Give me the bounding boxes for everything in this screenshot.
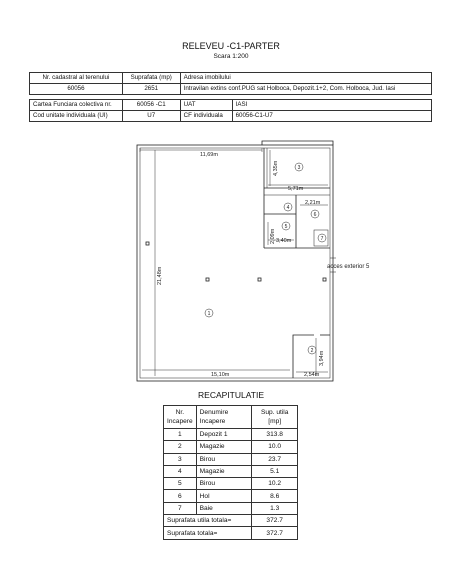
row-name: Baie (196, 502, 252, 514)
address-value: Intravilan extins conf.PUG sat Holboca, Depozit.1+2, Com. Holboca, Jud. Iasi (180, 84, 431, 95)
row-area: 23.7 (252, 453, 298, 465)
column (146, 242, 149, 245)
name-header: Denumire Incapere (196, 406, 252, 429)
land-book-value: 60056 -C1 (122, 100, 180, 111)
uat-label: UAT (180, 100, 232, 111)
dim-room5-width: 3,40m (276, 238, 292, 244)
dim-room2-height: 3,94m (319, 350, 325, 366)
page-title: RELEVEU -C1-PARTER (182, 41, 280, 51)
total-label: Suprafata totala= (164, 527, 252, 539)
table-row (164, 465, 298, 477)
dim-room3-height: 4,35m (273, 160, 279, 176)
address-header: Adresa imobilului (180, 73, 431, 84)
dim-room6-width: 2,21m (305, 200, 321, 206)
table-row (164, 453, 298, 465)
row-area: 313.8 (252, 429, 298, 441)
cf-individual-value: 60056-C1-U7 (232, 111, 431, 122)
nr-header: Nr. Incapere (164, 406, 197, 429)
outer-wall (137, 145, 333, 381)
row-name: Depozit 1 (196, 429, 252, 441)
room-number-3: 3 (297, 165, 301, 171)
total-util-row (164, 515, 298, 527)
row-area: 8.6 (252, 490, 298, 502)
row-area: 1.3 (252, 502, 298, 514)
access-label: acces exterior 5 (327, 264, 370, 270)
dim-room5-height: 2,09m (270, 228, 276, 244)
area-value: 2651 (122, 84, 180, 95)
unit-code-value: U7 (122, 111, 180, 122)
dim-top-width: 11,69m (200, 152, 218, 158)
room-number-1: 1 (207, 311, 211, 317)
cf-individual-label: CF individuala (180, 111, 232, 122)
dim-mid-width: 5,71m (288, 186, 304, 192)
row-name: Birou (196, 453, 252, 465)
room-number-7: 7 (320, 236, 324, 242)
uat-value: IASI (232, 100, 431, 111)
table-row (164, 429, 298, 441)
cadastral-number-header: Nr. cadastral al terenului (30, 73, 123, 84)
recap-title: RECAPITULATIE (198, 390, 264, 400)
table-row (164, 502, 298, 514)
room-number-2: 2 (310, 348, 314, 354)
table-row (164, 490, 298, 502)
row-nr: 6 (164, 490, 197, 502)
recap-table (163, 405, 298, 540)
area-header: Sup. utila [mp] (252, 406, 298, 429)
room-number-4: 4 (286, 205, 290, 211)
dim-room2-width: 2,54m (304, 372, 320, 378)
row-nr: 7 (164, 502, 197, 514)
row-name: Hol (196, 490, 252, 502)
recap-header-row (164, 406, 298, 429)
unit-code-label: Cod unitate individuala (UI) (30, 111, 123, 122)
land-book-label: Cartea Funciara colectiva nr. (30, 100, 123, 111)
row-name: Magazie (196, 441, 252, 453)
row-nr: 2 (164, 441, 197, 453)
total-util-value: 372.7 (252, 515, 298, 527)
dim-total-height: 21,48m (157, 266, 163, 285)
row-name: Magazie (196, 465, 252, 477)
row-nr: 5 (164, 478, 197, 490)
dim-bottom-width: 15,10m (211, 372, 230, 378)
inner-wall-line (140, 148, 330, 378)
table-row (164, 441, 298, 453)
row-area: 10.2 (252, 478, 298, 490)
row-nr: 4 (164, 465, 197, 477)
cadastral-number-value: 60056 (30, 84, 123, 95)
room-number-6: 6 (313, 212, 317, 218)
row-nr: 1 (164, 429, 197, 441)
row-nr: 3 (164, 453, 197, 465)
column (323, 278, 326, 281)
top-extension (262, 141, 333, 145)
column (206, 278, 209, 281)
row-area: 5.1 (252, 465, 298, 477)
total-value: 372.7 (252, 527, 298, 539)
row-area: 10.0 (252, 441, 298, 453)
area-header: Suprafata (mp) (122, 73, 180, 84)
row-name: Birou (196, 478, 252, 490)
scale-label: Scara 1:200 (213, 53, 249, 60)
table-row (164, 478, 298, 490)
total-util-label: Suprafata utila totala= (164, 515, 252, 527)
column (258, 278, 261, 281)
room-number-5: 5 (284, 224, 288, 230)
total-row (164, 527, 298, 539)
